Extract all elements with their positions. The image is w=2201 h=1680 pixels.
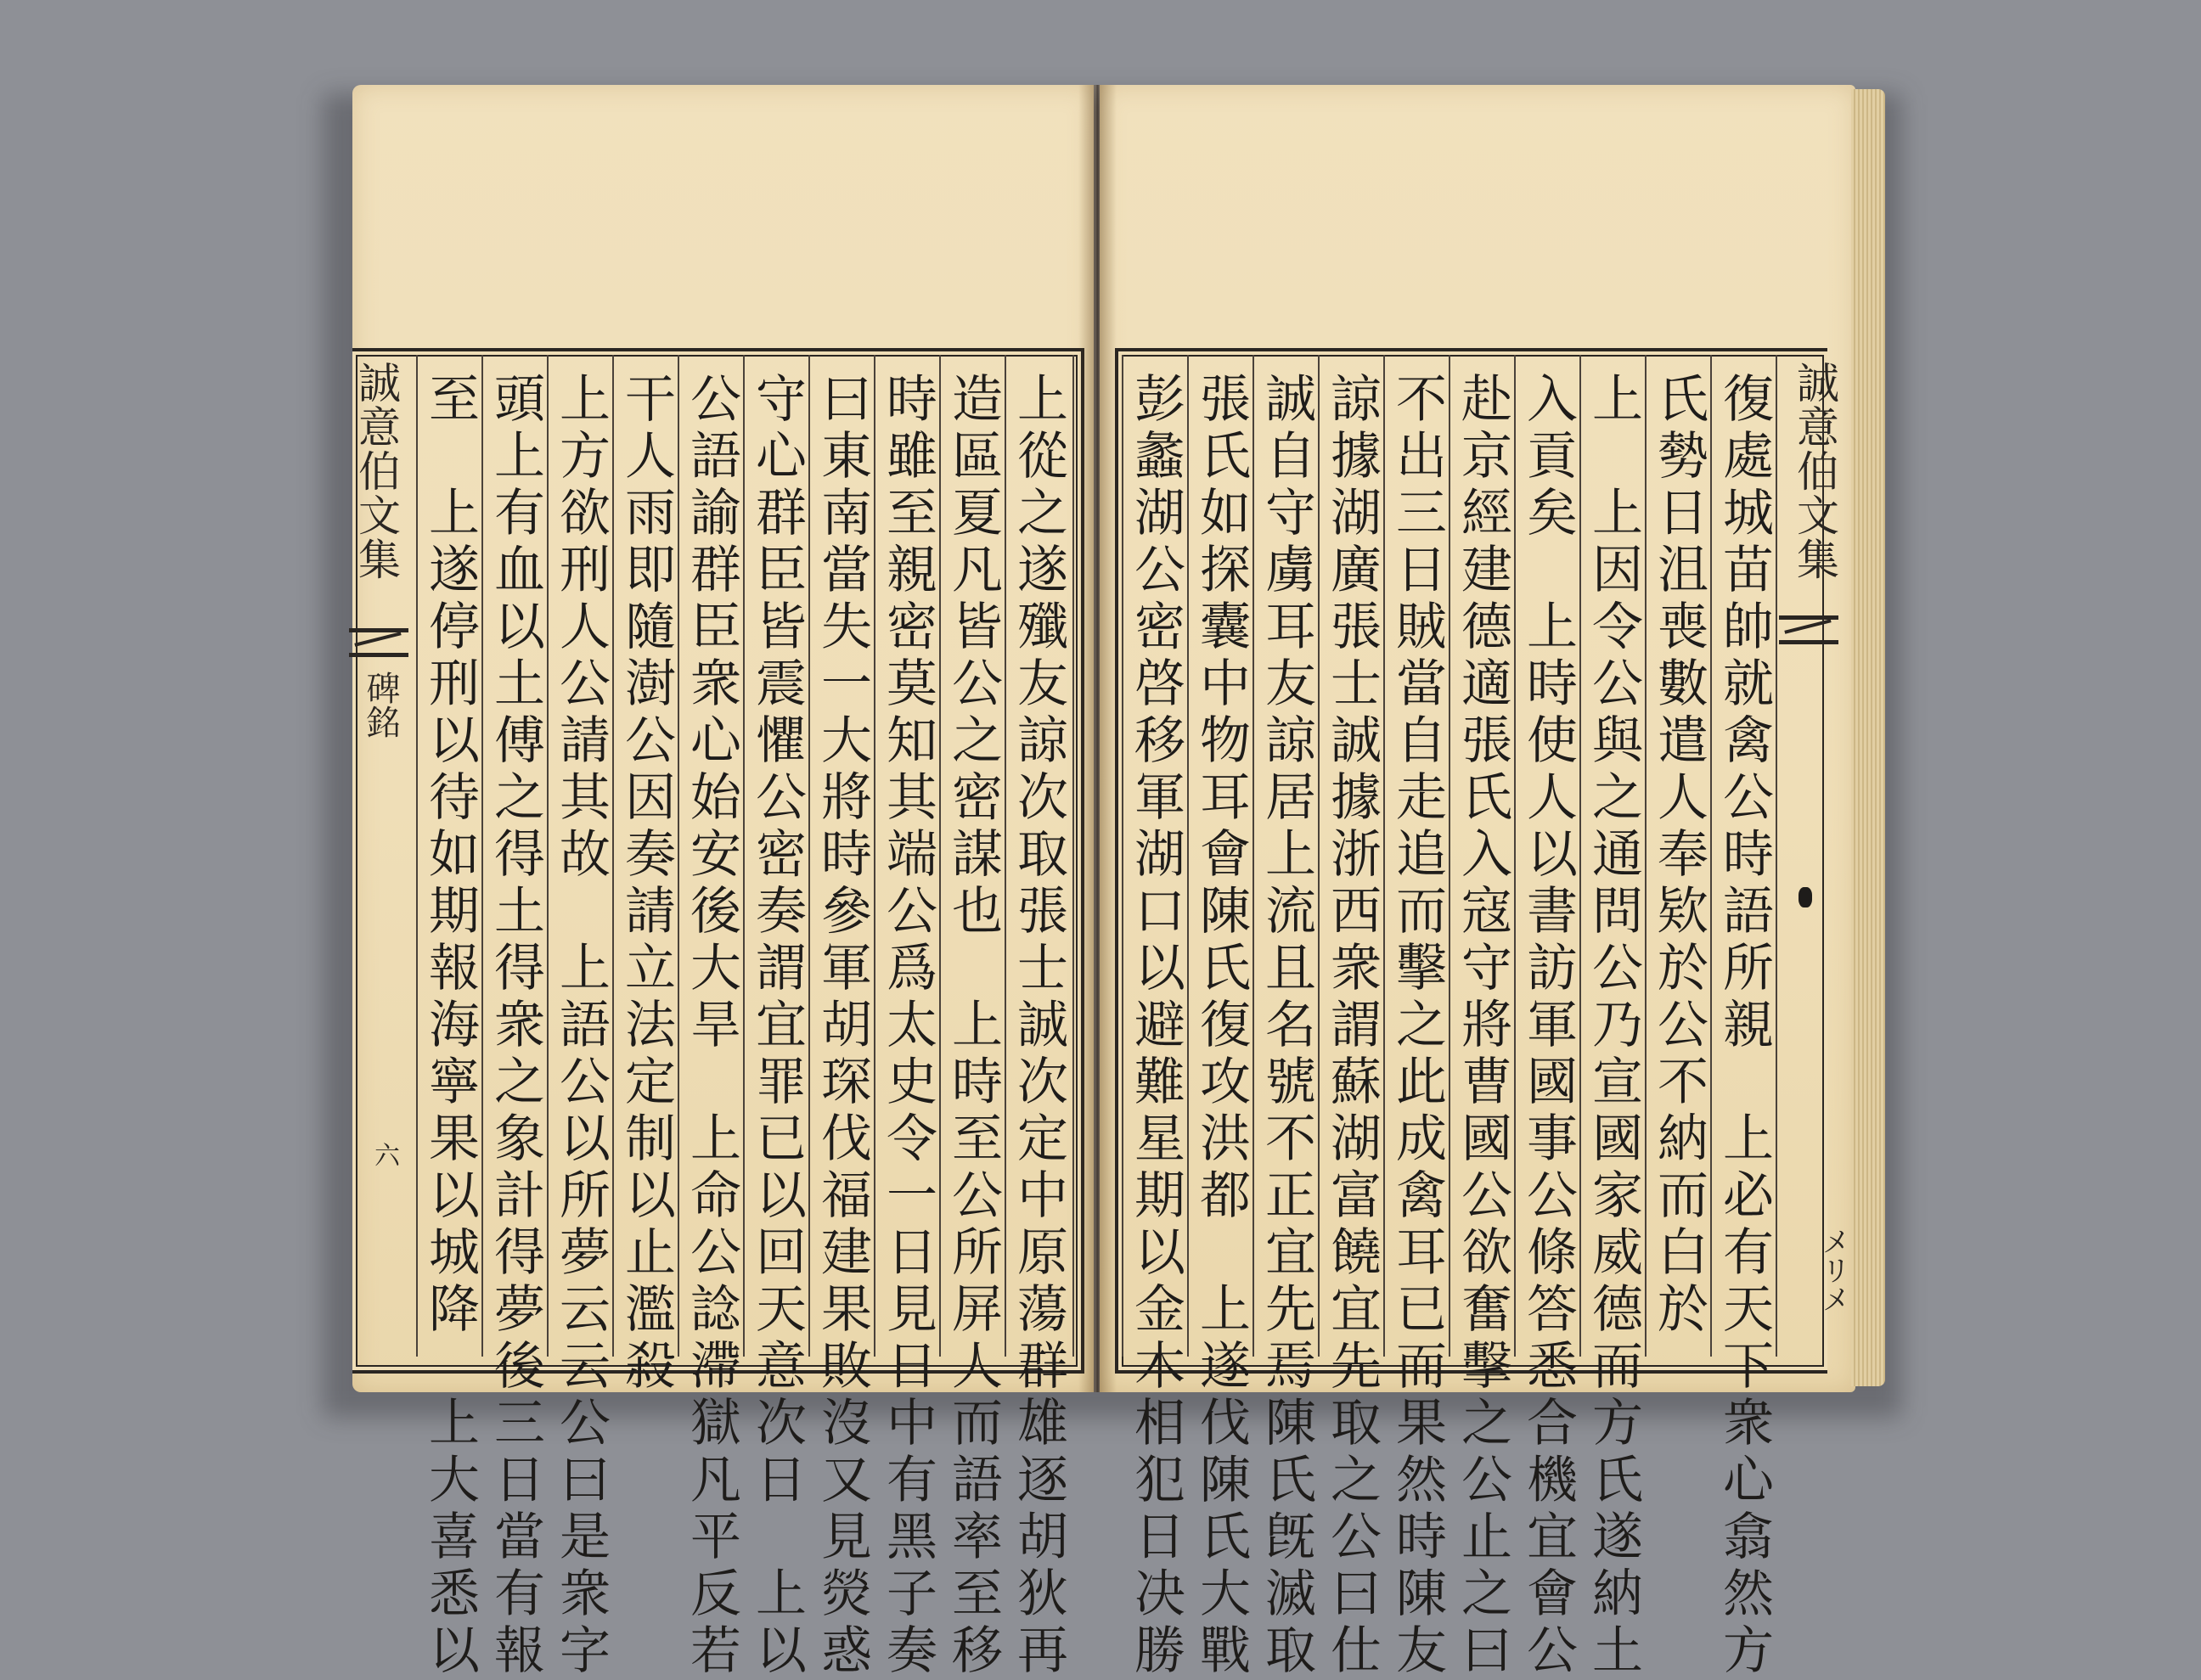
text-column: 復處城苗帥就禽公時語所親 上必有天下衆心翕然方 (1714, 372, 1774, 1680)
text-column: 頭上有血以土傅之得土得衆之象計得夢後三日當有報 (486, 372, 545, 1680)
column-rule (1514, 355, 1516, 1357)
text-column: 上 上因令公與之通問公乃宣國家威德而方氏遂納土 (1584, 372, 1643, 1680)
column-rule (1710, 355, 1712, 1357)
column-rule (743, 355, 745, 1357)
text-column: 上從之遂殲友諒次取張士誠次定中原蕩群雄逐胡狄再 (1009, 372, 1068, 1680)
text-column: 公語諭群臣衆心始安後大旱 上命公諗滯獄凡平反若 (682, 372, 741, 1680)
fishtail-ornament-icon (1779, 615, 1838, 644)
page-edges (1851, 89, 1885, 1386)
column-rule (808, 355, 810, 1357)
text-column: 彭蠡湖公密啓移軍湖口以避難星期以金木相犯日决勝 (1126, 372, 1185, 1680)
right-margin-side-note: メリメ (1816, 1227, 1850, 1313)
text-column: 誠自守虜耳友諒居上流且名號不正宜先焉陳氏旣滅取 (1257, 372, 1316, 1680)
text-column: 至 上遂停刑以待如期報海寧果以城降 上大喜悉以 (420, 372, 480, 1680)
right-page (1100, 85, 1855, 1680)
column-rule (1252, 355, 1254, 1357)
left-margin-section: 碑銘 (361, 671, 400, 739)
text-column: 上方欲刑人公請其故 上語公以所夢云云公曰是衆字 (551, 372, 611, 1680)
column-rule (1579, 355, 1581, 1357)
left-margin-title: 誠意伯文集 (352, 361, 401, 582)
left-column-rule (1072, 355, 1074, 1357)
text-column: 不出三日賊當自走追而擊之此成禽耳已而果然時陳友 (1388, 372, 1447, 1680)
column-rule (1449, 355, 1450, 1357)
column-rule (1187, 355, 1189, 1357)
text-column: 氏勢日沮喪數遣人奉欵於公不納而白於 (1649, 372, 1708, 1339)
right-inner-rule (1122, 355, 1123, 1357)
text-column: 干人雨即隨澍公因奏請立法定制以止濫殺 (616, 372, 676, 1396)
column-rule (1318, 355, 1320, 1357)
column-rule (612, 355, 614, 1357)
column-rule (481, 355, 483, 1357)
column-rule (1645, 355, 1647, 1357)
left-page (352, 85, 1094, 1680)
text-column: 時雖至親密莫知其端公爲太史令一日見日中有黑子奏 (878, 372, 937, 1680)
text-column: 曰東南當失一大將時參軍胡琛伐福建果敗沒又見熒惑 (813, 372, 872, 1680)
column-rule (1383, 355, 1385, 1357)
left-margin-page-number: 六 (369, 1142, 399, 1167)
column-rule (874, 355, 875, 1357)
column-rule (416, 355, 418, 1357)
text-column: 諒據湖廣張士誠據浙西衆謂蘇湖富饒宜先取之公曰仕 (1322, 372, 1382, 1680)
text-column: 入貢矣 上時使人以書訪軍國事公條答悉合機宜會公 (1518, 372, 1578, 1680)
book-gutter (1078, 85, 1117, 1392)
text-column: 造區夏凡皆公之密謀也 上時至公所屏人而語率至移 (943, 372, 1003, 1680)
text-column: 赴京經建德適張氏入寇守將曹國公欲奮擊之公止之曰 (1453, 372, 1512, 1680)
text-column: 守心群臣皆震懼公密奏謂宜罪已以回天意次日 上以 (747, 372, 807, 1680)
right-margin-title: 誠意伯文集 (1790, 361, 1839, 582)
column-rule (547, 355, 549, 1357)
fishtail-ornament-icon (349, 628, 408, 657)
right-column-rule (1776, 355, 1777, 1357)
column-rule (678, 355, 679, 1357)
ink-mark-icon (1799, 887, 1812, 907)
text-column: 張氏如探囊中物耳會陳氏復攻洪都 上遂伐陳氏大戰 (1191, 372, 1251, 1680)
column-rule (1005, 355, 1006, 1357)
column-rule (939, 355, 941, 1357)
